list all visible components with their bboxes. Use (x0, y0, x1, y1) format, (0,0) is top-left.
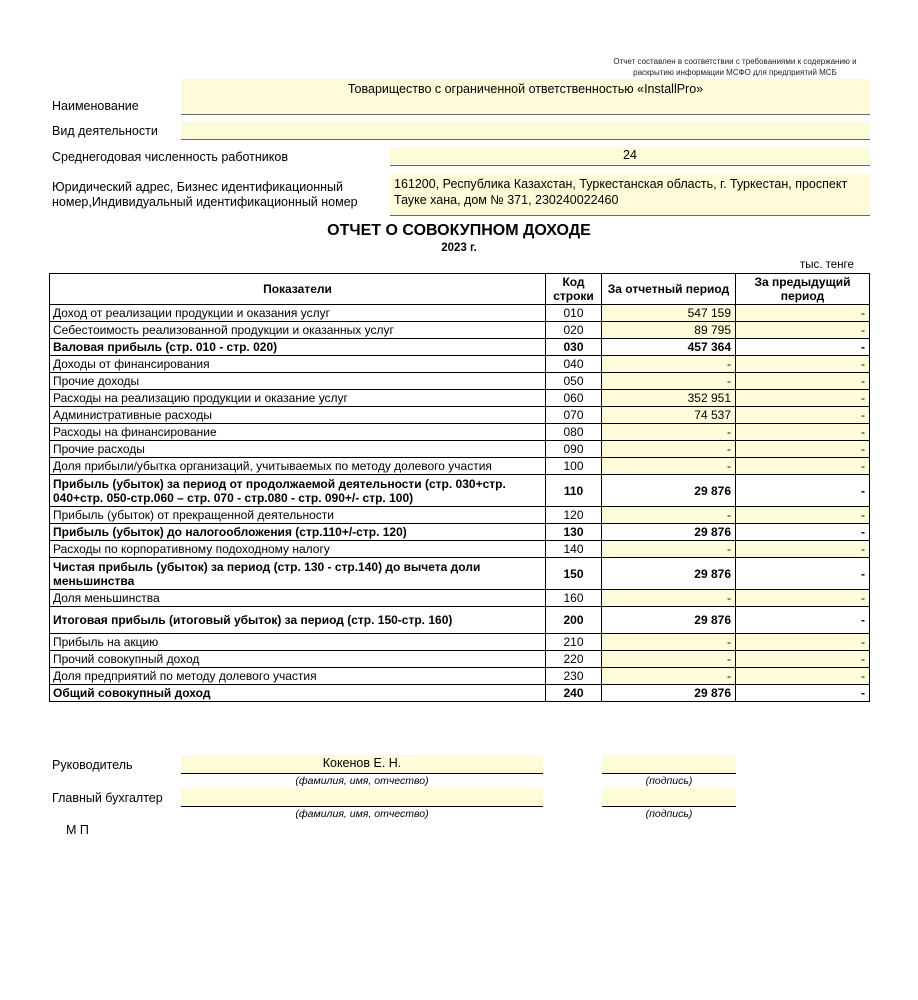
row-code: 030 (546, 339, 602, 356)
row-indicator: Доля прибыли/убытка организаций, учитываемых по методу долевого участия (50, 458, 546, 475)
row-code: 110 (546, 475, 602, 507)
row-previous-value[interactable]: - (736, 458, 870, 475)
row-previous-value: - (736, 475, 870, 507)
accountant-label: Главный бухгалтер (52, 791, 163, 805)
table-row (50, 607, 870, 634)
row-indicator: Прочие доходы (50, 373, 546, 390)
row-current-value[interactable]: - (602, 651, 736, 668)
row-current-value[interactable]: - (602, 373, 736, 390)
row-indicator: Чистая прибыль (убыток) за период (стр. 130 - стр.140) до вычета доли меньшинства (50, 558, 546, 590)
head-sign-hint: (подпись) (645, 775, 693, 787)
accountant-signature-field[interactable] (602, 788, 736, 807)
row-current-value[interactable]: - (602, 634, 736, 651)
row-code: 150 (546, 558, 602, 590)
row-current-value[interactable]: - (602, 441, 736, 458)
row-code: 080 (546, 424, 602, 441)
table-row (50, 322, 870, 339)
row-current-value: 29 876 (602, 524, 736, 541)
row-previous-value[interactable]: - (736, 668, 870, 685)
row-current-value[interactable]: - (602, 668, 736, 685)
table-row (50, 458, 870, 475)
table-row (50, 634, 870, 651)
table-row (50, 407, 870, 424)
head-signature-field[interactable] (602, 755, 736, 774)
row-code: 120 (546, 507, 602, 524)
head-name-field[interactable]: Кокенов Е. Н. (181, 755, 543, 774)
row-indicator: Прибыль (убыток) от прекращенной деятельности (50, 507, 546, 524)
row-current-value: 29 876 (602, 685, 736, 702)
row-code: 040 (546, 356, 602, 373)
table-row (50, 558, 870, 590)
table-row (50, 524, 870, 541)
report-title: ОТЧЕТ О СОВОКУПНОМ ДОХОДЕ (327, 222, 591, 239)
row-indicator: Доля предприятий по методу долевого участия (50, 668, 546, 685)
head-fio-hint: (фамилия, имя, отчество) (295, 775, 429, 787)
row-previous-value[interactable]: - (736, 590, 870, 607)
row-previous-value[interactable]: - (736, 651, 870, 668)
accountant-name-field[interactable] (181, 788, 543, 807)
row-indicator: Расходы по корпоративному подоходному налогу (50, 541, 546, 558)
row-current-value: 29 876 (602, 475, 736, 507)
row-previous-value: - (736, 558, 870, 590)
row-indicator: Доход от реализации продукции и оказания услуг (50, 305, 546, 322)
row-previous-value[interactable]: - (736, 356, 870, 373)
table-row (50, 390, 870, 407)
stamp-place: М П (66, 823, 89, 837)
row-current-value[interactable]: - (602, 507, 736, 524)
accountant-fio-hint: (фамилия, имя, отчество) (295, 808, 429, 820)
row-code: 060 (546, 390, 602, 407)
row-current-value[interactable]: - (602, 541, 736, 558)
row-current-value: 29 876 (602, 558, 736, 590)
table-row (50, 651, 870, 668)
row-current-value[interactable]: - (602, 356, 736, 373)
table-row (50, 685, 870, 702)
accountant-sign-hint: (подпись) (645, 808, 693, 820)
row-code: 010 (546, 305, 602, 322)
row-previous-value[interactable]: - (736, 407, 870, 424)
row-indicator: Прибыль на акцию (50, 634, 546, 651)
header-current-period: За отчетный период (602, 274, 736, 305)
row-current-value[interactable]: - (602, 590, 736, 607)
header-previous-period: За предыдущий период (736, 274, 870, 305)
row-indicator: Прибыль (убыток) за период от продолжаемой деятельности (стр. 030+стр. 040+стр. 050-стр.060 – стр. 070 - стр.080 - стр. 090+/- стр. 100) (50, 475, 546, 507)
table-row (50, 507, 870, 524)
row-current-value[interactable]: - (602, 458, 736, 475)
row-current-value: 29 876 (602, 607, 736, 634)
row-previous-value: - (736, 607, 870, 634)
row-indicator: Расходы на финансирование (50, 424, 546, 441)
row-code: 070 (546, 407, 602, 424)
row-indicator: Расходы на реализацию продукции и оказание услуг (50, 390, 546, 407)
header-indicators: Показатели (50, 274, 546, 305)
row-code: 220 (546, 651, 602, 668)
row-previous-value[interactable]: - (736, 390, 870, 407)
row-current-value[interactable]: 352 951 (602, 390, 736, 407)
row-code: 230 (546, 668, 602, 685)
row-indicator: Прочий совокупный доход (50, 651, 546, 668)
employees-label: Среднегодовая численность работников (52, 150, 288, 164)
row-previous-value[interactable]: - (736, 441, 870, 458)
address-field[interactable]: 161200, Республика Казахстан, Туркестанская область, г. Туркестан, проспект Тауке хана, дом № 371, 230240022460 (390, 174, 870, 216)
name-field[interactable]: Товарищество с ограниченной ответственностью «InstallPro» (181, 79, 870, 115)
row-previous-value[interactable]: - (736, 634, 870, 651)
row-previous-value[interactable]: - (736, 373, 870, 390)
row-code: 050 (546, 373, 602, 390)
table-row (50, 475, 870, 507)
row-code: 100 (546, 458, 602, 475)
table-row (50, 373, 870, 390)
address-label: Юридический адрес, Бизнес идентификационный номер,Индивидуальный идентификационный номер (52, 180, 358, 209)
row-code: 090 (546, 441, 602, 458)
employees-field[interactable]: 24 (390, 147, 870, 166)
table-row (50, 356, 870, 373)
row-previous-value: - (736, 339, 870, 356)
row-code: 200 (546, 607, 602, 634)
row-code: 210 (546, 634, 602, 651)
row-current-value[interactable]: 74 537 (602, 407, 736, 424)
row-previous-value[interactable]: - (736, 507, 870, 524)
units-label: тыс. тенге (800, 259, 854, 271)
row-previous-value[interactable]: - (736, 424, 870, 441)
row-indicator: Административные расходы (50, 407, 546, 424)
row-indicator: Доходы от финансирования (50, 356, 546, 373)
table-row (50, 339, 870, 356)
row-previous-value: - (736, 524, 870, 541)
income-statement-table (49, 273, 870, 702)
row-code: 160 (546, 590, 602, 607)
report-year: 2023 г. (441, 242, 477, 254)
row-current-value[interactable]: - (602, 424, 736, 441)
row-current-value[interactable]: 89 795 (602, 322, 736, 339)
head-label: Руководитель (52, 758, 133, 772)
row-code: 240 (546, 685, 602, 702)
row-indicator: Итоговая прибыль (итоговый убыток) за период (стр. 150-стр. 160) (50, 607, 546, 634)
row-indicator: Прибыль (убыток) до налогообложения (стр.110+/-стр. 120) (50, 524, 546, 541)
row-indicator: Доля меньшинства (50, 590, 546, 607)
row-current-value[interactable]: 547 159 (602, 305, 736, 322)
row-code: 140 (546, 541, 602, 558)
row-indicator: Себестоимость реализованной продукции и оказанных услуг (50, 322, 546, 339)
activity-field[interactable] (181, 121, 870, 140)
name-label: Наименование (52, 99, 139, 113)
row-indicator: Общий совокупный доход (50, 685, 546, 702)
compliance-note: Отчет составлен в соответствии с требованиями к содержанию и раскрытию информации МСФО для предприятий МСБ (613, 57, 857, 77)
header-code: Код строки (546, 274, 602, 305)
table-row (50, 441, 870, 458)
row-indicator: Прочие расходы (50, 441, 546, 458)
row-indicator: Валовая прибыль (стр. 010 - стр. 020) (50, 339, 546, 356)
row-previous-value: - (736, 685, 870, 702)
activity-label: Вид деятельности (52, 124, 158, 138)
table-row (50, 668, 870, 685)
row-code: 130 (546, 524, 602, 541)
row-previous-value[interactable]: - (736, 322, 870, 339)
table-row (50, 590, 870, 607)
row-previous-value[interactable]: - (736, 305, 870, 322)
table-row (50, 541, 870, 558)
table-row (50, 305, 870, 322)
row-previous-value[interactable]: - (736, 541, 870, 558)
table-row (50, 424, 870, 441)
row-current-value: 457 364 (602, 339, 736, 356)
row-code: 020 (546, 322, 602, 339)
